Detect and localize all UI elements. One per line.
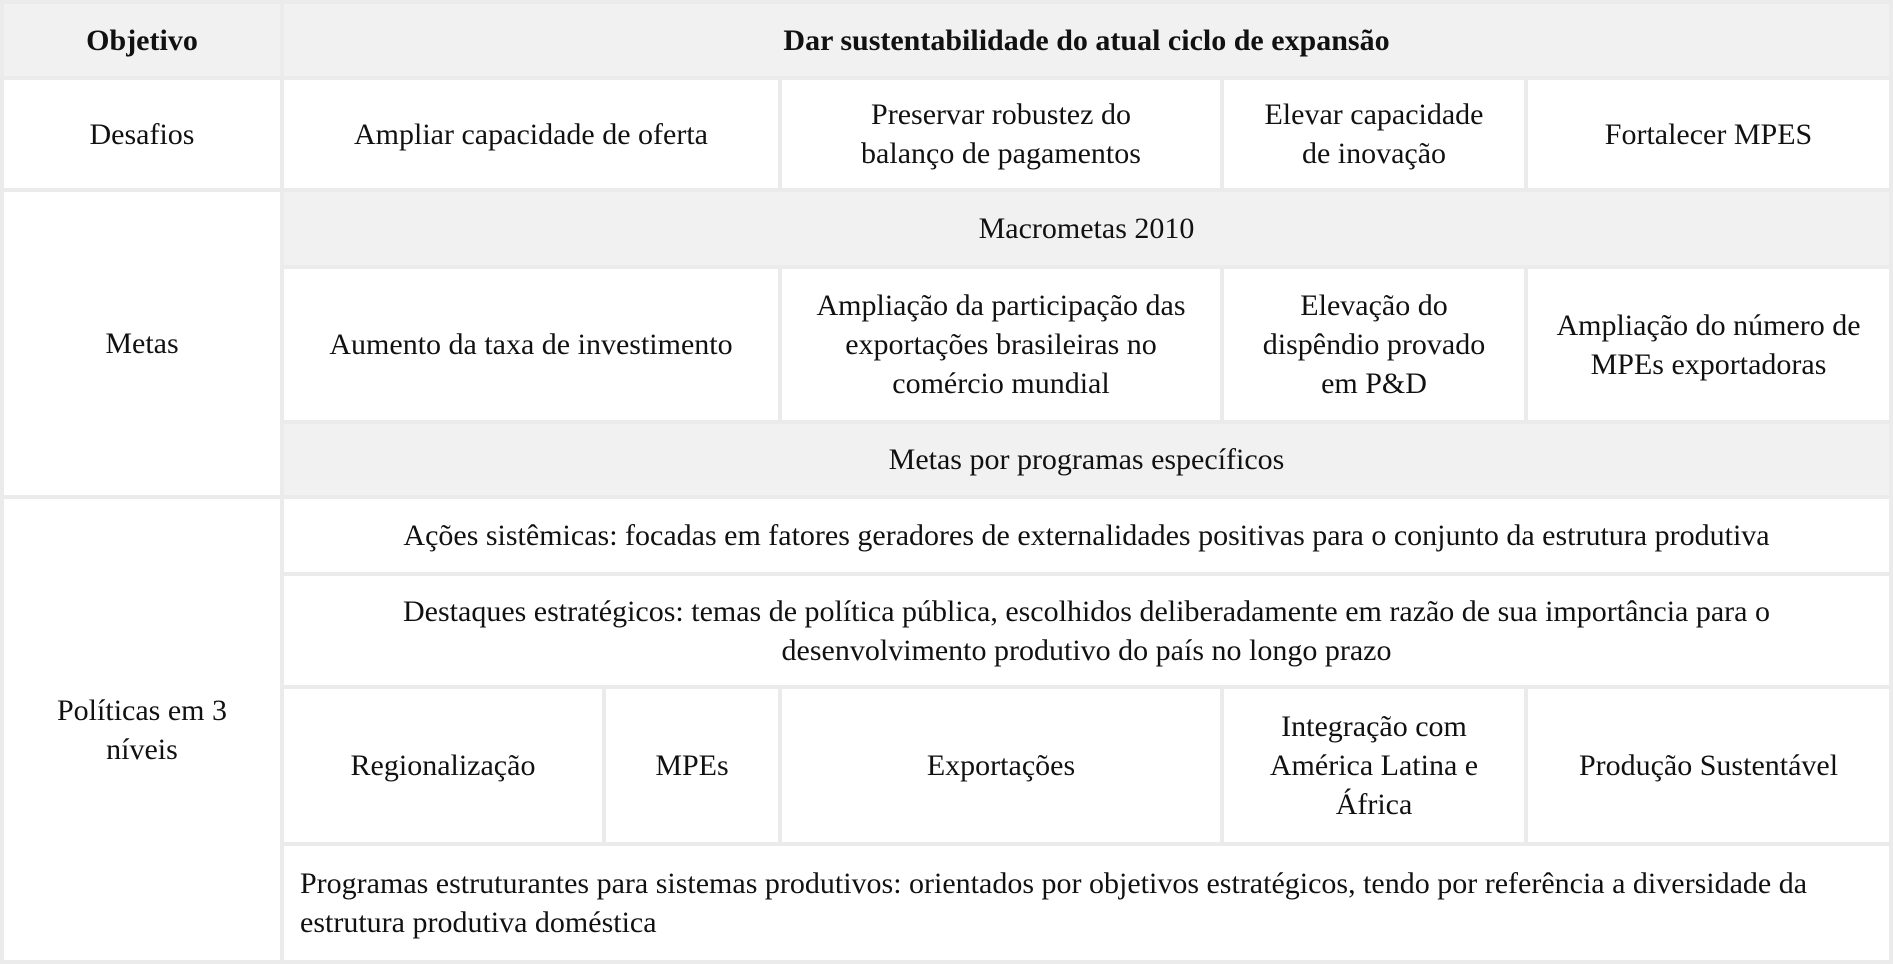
destaque-item: Regionalização	[284, 689, 606, 846]
macrometas-title: Macrometas 2010	[284, 192, 1893, 269]
metas-programas-title: Metas por programas específicos	[284, 424, 1893, 499]
destaque-item: Exportações	[782, 689, 1224, 846]
desafios-label: Desafios	[0, 80, 284, 192]
metas-label: Metas	[0, 192, 284, 499]
destaque-item: Integração com América Latina e África	[1224, 689, 1528, 846]
objetivo-value: Dar sustentabilidade do atual ciclo de expansão	[284, 0, 1893, 80]
objetivo-label: Objetivo	[0, 0, 284, 80]
meta-item: Ampliação do número de MPEs exportadoras	[1528, 269, 1893, 424]
desafio-item: Elevar capacidade de inovação	[1224, 80, 1528, 192]
desafio-item: Ampliar capacidade de oferta	[284, 80, 782, 192]
destaque-item: MPEs	[606, 689, 782, 846]
meta-item: Aumento da taxa de investimento	[284, 269, 782, 424]
politicas-label: Políticas em 3 níveis	[0, 499, 284, 964]
acoes-sistemicas: Ações sistêmicas: focadas em fatores geradores de externalidades positivas para o conjunto da estrutura produtiva	[284, 499, 1893, 576]
meta-item: Ampliação da participação das exportações brasileiras no comércio mundial	[782, 269, 1224, 424]
desafio-item: Fortalecer MPES	[1528, 80, 1893, 192]
destaques-estrategicos: Destaques estratégicos: temas de política pública, escolhidos deliberadamente em razão de sua importância para o desenvolvimento produtivo do país no longo prazo	[284, 576, 1893, 689]
destaque-item: Produção Sustentável	[1528, 689, 1893, 846]
programas-estruturantes: Programas estruturantes para sistemas produtivos: orientados por objetivos estratégicos, tendo por referência a diversidade da estrutura produtiva doméstica	[284, 846, 1893, 964]
meta-item: Elevação do dispêndio provado em P&D	[1224, 269, 1528, 424]
desafio-item: Preservar robustez do balanço de pagamentos	[782, 80, 1224, 192]
